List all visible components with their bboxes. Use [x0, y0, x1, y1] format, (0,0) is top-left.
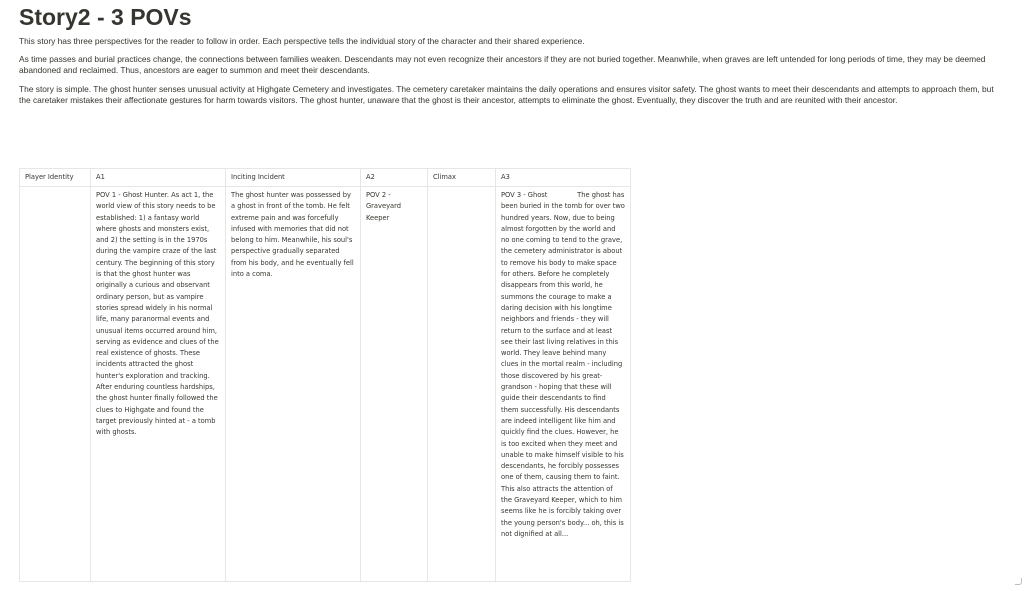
cell-inciting-incident[interactable]: The ghost hunter was possessed by a ghost in front of the tomb. He felt extreme pain and was forcefully infused with memories that did not belong to him. Meanwhile, his soul's perspective gradually separated from his body, and he eventually fell into a coma. — [226, 187, 361, 582]
header-a2[interactable]: A2 — [361, 169, 428, 187]
table-row — [20, 187, 631, 582]
story-table — [19, 168, 631, 582]
cell-player-identity[interactable] — [20, 187, 91, 582]
header-a3[interactable]: A3 — [496, 169, 631, 187]
header-inciting-incident[interactable]: Inciting Incident — [226, 169, 361, 187]
resize-handle-icon — [1015, 578, 1022, 585]
intro-paragraph: This story has three perspectives for the reader to follow in order. Each perspective tells the individual story of the character and their shared experience. — [19, 36, 585, 46]
context-paragraph: As time passes and burial practices change, the connections between families weaken. Descendants may not even recognize their ancestors if they are not buried together. Meanwhile, when graves are left untended for long periods of time, they may be deemed abandoned and reclaimed. Thus, ancestors are eager to summon and meet their descendants. — [19, 54, 986, 76]
table-header-row — [20, 169, 631, 187]
cell-a2[interactable]: POV 2 - Graveyard Keeper — [361, 187, 428, 582]
cell-a3[interactable]: POV 3 - Ghost The ghost has been buried in the tomb for over two hundred years. Now, due to being almost forgotten by the world and no one coming to tend to the grave, the cemetery administrator is about to remove his body to make space for others. Before he completely disappears from this world, he summons the courage to make a daring decision with his longtime neighbors and friends - they will return to the surface and at least see their last living relatives in this world. They leave behind many clues in the mortal realm - including those discovered by his great-grandson - hoping that these will guide their descendants to find them successfully. His descendants are indeed intelligent like him and quickly find the clues. However, he is too excited when they meet and unable to make himself visible to his descendants, he forcibly possesses one of them, causing them to faint. This also attracts the attention of the Graveyard Keeper, which to him seems like he is forcibly taking over the young person's body... oh, this is not dignified at all... — [496, 187, 631, 582]
header-player-identity[interactable]: Player Identity — [20, 169, 91, 187]
header-climax[interactable]: Climax — [428, 169, 496, 187]
page-title: Story2 - 3 POVs — [19, 4, 192, 30]
page-content — [19, 0, 1004, 538]
cell-climax[interactable] — [428, 187, 496, 582]
cell-a1[interactable]: POV 1 - Ghost Hunter. As act 1, the world view of this story needs to be established: 1) a fantasy world where ghosts and monsters exist, and 2) the setting is in the 1970s during the vampire craze of the last century. The beginning of this story is that the ghost hunter was originally a curious and observant ordinary person, but as vampire stories spread widely in his normal life, many paranormal events and unusual items occurred around him, serving as evidence and clues of the real existence of ghosts. These incidents attracted the ghost hunter's exploration and tracking. After enduring countless hardships, the ghost hunter finally followed the clues to Highgate and found the target previously hinted at - a tomb with ghosts. — [91, 187, 226, 582]
header-a1[interactable]: A1 — [91, 169, 226, 187]
summary-paragraph: The story is simple. The ghost hunter senses unusual activity at Highgate Cemetery and investigates. The cemetery caretaker maintains the daily operations and ensures visitor safety. The ghost wants to meet their descendants and attempts to approach them, but the caretaker mistakes their affectionate gestures for harm towards visitors. The ghost hunter, unaware that the ghost is their ancestor, attempts to eliminate the ghost. Eventually, they discover the truth and are reunited with their ancestor. — [19, 84, 994, 106]
